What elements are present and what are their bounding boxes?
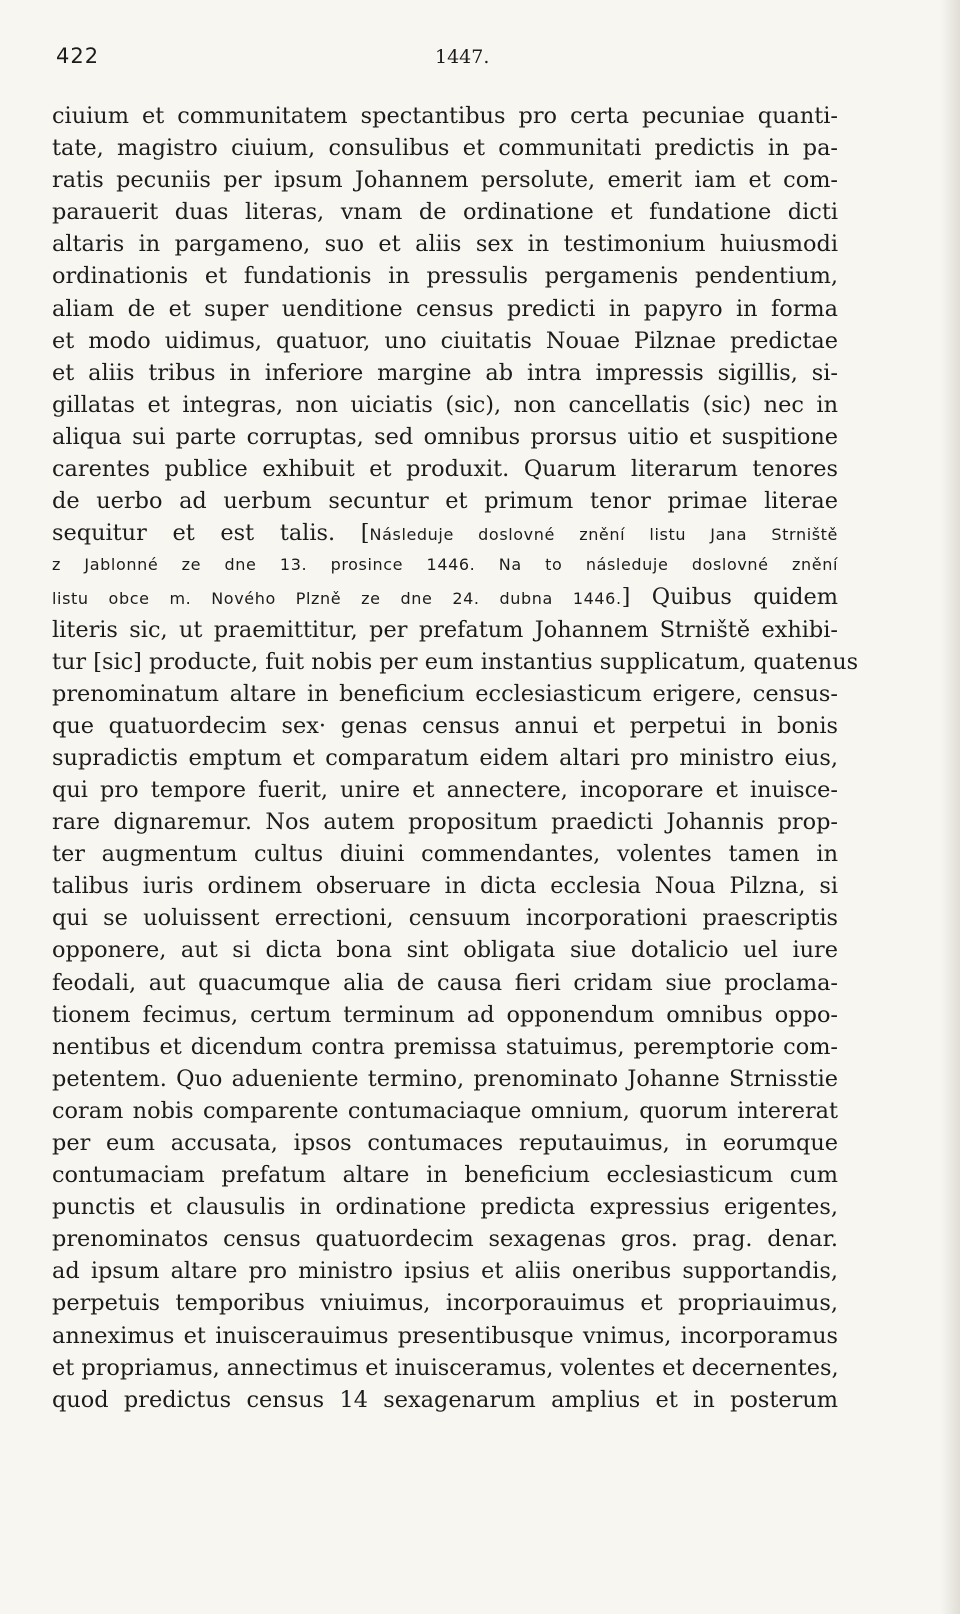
text-line: ter augmentum cultus diuini commendantes, volentes tamen in <box>52 841 838 868</box>
text-fragment: ] Quibus quidem <box>621 584 838 611</box>
editorial-note: listu obce m. Nového Plzně ze dne 24. dubna 1446. <box>52 589 622 609</box>
editorial-note-line: z Jablonné ze dne 13. prosince 1446. Na to následuje doslovné znění <box>52 555 838 575</box>
text-line: literis sic, ut praemittitur, per prefatum Johannem Strniště exhibi- <box>52 616 838 643</box>
text-line: tionem fecimus, certum terminum ad opponendum omnibus oppo- <box>52 1001 838 1028</box>
body-text <box>52 100 859 1416</box>
text-line: talibus iuris ordinem obseruare in dicta ecclesia Noua Pilzna, si <box>52 873 838 900</box>
text-fragment: sequitur et est talis. [ <box>52 520 370 547</box>
text-line: nentibus et dicendum contra premissa statuimus, peremptorie com- <box>52 1033 838 1060</box>
text-line: punctis et clausulis in ordinatione predicta expressius erigentes, <box>52 1194 838 1221</box>
text-line: tate, magistro ciuium, consulibus et communitati predictis in pa- <box>52 135 838 162</box>
text-line: anneximus et inuiscerauimus presentibusque vnimus, incorporamus <box>52 1322 838 1349</box>
text-line: que quatuordecim sex· genas census annui et perpetui in bonis <box>52 712 838 739</box>
text-line: ad ipsum altare pro ministro ipsius et aliis oneribus supportandis, <box>52 1258 838 1285</box>
text-line: et modo uidimus, quatuor, uno ciuitatis Nouae Pilznae predictae <box>52 327 838 354</box>
text-line: et aliis tribus in inferiore margine ab intra impressis sigillis, si- <box>52 359 838 386</box>
text-line: qui pro tempore fuerit, unire et annectere, incoporare et inuisce- <box>52 776 838 803</box>
text-line: tur [sic] producte, fuit nobis per eum instantius supplicatum, quatenus <box>52 648 859 675</box>
text-line: qui se uoluissent errectioni, censuum incorporationi praescriptis <box>52 905 838 932</box>
text-line: quod predictus census 14 sexagenarum amplius et in posterum <box>52 1386 838 1413</box>
text-line: de uerbo ad uerbum secuntur et primum tenor primae literae <box>52 488 838 515</box>
text-line: carentes publice exhibuit et produxit. Quarum literarum tenores <box>52 456 838 483</box>
page-number: 422 <box>56 44 100 68</box>
running-head-year: 1447. <box>435 46 490 68</box>
text-line: ciuium et communitatem spectantibus pro certa pecuniae quanti- <box>52 103 838 129</box>
text-line: prenominatum altare in beneficium ecclesiasticum erigere, census- <box>52 680 838 707</box>
text-line-mixed <box>52 517 838 549</box>
text-line: petentem. Quo adueniente termino, prenominato Johanne Strnisstie <box>52 1065 838 1092</box>
text-line: parauerit duas literas, vnam de ordinatione et fundatione dicti <box>52 199 838 226</box>
text-line: prenominatos census quatuordecim sexagenas gros. prag. denar. <box>52 1226 838 1253</box>
page-header <box>50 44 890 78</box>
text-line: ordinationis et fundationis in pressulis pergamenis pendentium, <box>52 263 838 290</box>
text-line: coram nobis comparente contumaciaque omnium, quorum intererat <box>52 1097 838 1124</box>
text-line: aliqua sui parte corruptas, sed omnibus prorsus uitio et suspitione <box>52 423 838 450</box>
editorial-note: Následuje doslovné znění listu Jana Strniště <box>369 525 838 545</box>
text-line: opponere, aut si dicta bona sint obligata siue dotalicio uel iure <box>52 937 838 964</box>
text-line: perpetuis temporibus vniuimus, incorporauimus et propriauimus, <box>52 1290 838 1317</box>
text-line: contumaciam prefatum altare in beneficium ecclesiasticum cum <box>52 1162 838 1189</box>
page-edge-shadow <box>940 0 960 1614</box>
text-line: et propriamus, annectimus et inuisceramus, volentes et decernentes, <box>52 1354 839 1381</box>
text-line: ratis pecuniis per ipsum Johannem persolute, emerit iam et com- <box>52 167 838 194</box>
text-line: gillatas et integras, non uiciatis (sic), non cancellatis (sic) nec in <box>52 391 838 418</box>
text-line: supradictis emptum et comparatum eidem altari pro ministro eius, <box>52 744 838 771</box>
text-line: rare dignaremur. Nos autem propositum praedicti Johannis prop- <box>52 809 838 836</box>
text-line: per eum accusata, ipsos contumaces reputauimus, in eorumque <box>52 1130 838 1156</box>
text-line-mixed <box>52 581 838 613</box>
text-line: aliam de et super uenditione census predicti in papyro in forma <box>52 295 838 322</box>
text-line: altaris in pargameno, suo et aliis sex in testimonium huiusmodi <box>52 231 838 258</box>
text-line: feodali, aut quacumque alia de causa fieri cridam siue proclama- <box>52 969 838 996</box>
